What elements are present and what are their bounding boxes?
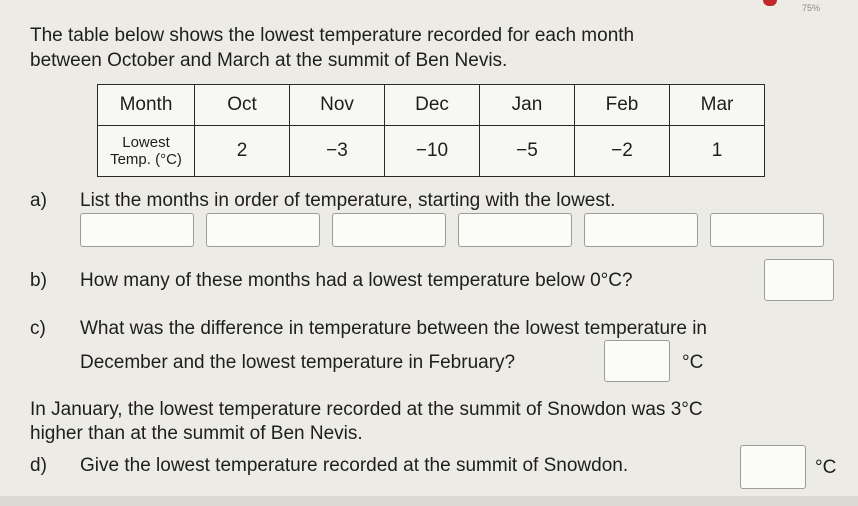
table-cell-month: Nov [290, 85, 385, 126]
table-cell-temperature: −2 [575, 126, 670, 177]
question-a-letter: a) [30, 190, 47, 211]
question-c-line-1: What was the difference in temperature between the lowest temperature in [80, 318, 707, 339]
table-cell-month: Jan [480, 85, 575, 126]
table-row-temperatures [98, 126, 765, 177]
question-d-text: Give the lowest temperature recorded at the summit of Snowdon. [80, 455, 629, 476]
table-cell-temperature: 1 [670, 126, 765, 177]
page-bottom-edge [0, 496, 858, 506]
table-cell-temperature: 2 [195, 126, 290, 177]
answer-box-a-4[interactable] [458, 213, 572, 247]
snowdon-context-line-2: higher than at the summit of Ben Nevis. [30, 423, 363, 444]
question-b-letter: b) [30, 270, 47, 291]
table-cell-temperature: −5 [480, 126, 575, 177]
table-cell-month: Mar [670, 85, 765, 126]
question-b-text: How many of these months had a lowest temperature below 0°C? [80, 270, 633, 291]
intro-line-1: The table below shows the lowest temperature recorded for each month [30, 25, 635, 46]
indicator-mark [763, 0, 777, 6]
unit-celsius-d: °C [815, 457, 837, 478]
answer-box-d[interactable] [740, 445, 806, 489]
unit-celsius-c: °C [682, 352, 704, 373]
answer-box-a-3[interactable] [332, 213, 446, 247]
answer-box-b[interactable] [764, 259, 834, 301]
zoom-level: 75% [802, 3, 821, 13]
question-c-letter: c) [30, 318, 46, 339]
question-a-text: List the months in order of temperature, starting with the lowest. [80, 190, 616, 211]
table-cell-temperature: −3 [290, 126, 385, 177]
answer-box-a-6[interactable] [710, 213, 824, 247]
row-label-line-1: Lowest [122, 134, 170, 151]
table-cell-month: Feb [575, 85, 670, 126]
snowdon-context-line-1: In January, the lowest temperature recorded at the summit of Snowdon was 3°C [30, 399, 703, 420]
question-c-line-2: December and the lowest temperature in February? [80, 352, 516, 373]
temperature-table [97, 84, 765, 177]
answer-box-c[interactable] [604, 340, 670, 382]
table-cell-month: Oct [195, 85, 290, 126]
intro-line-2: between October and March at the summit of Ben Nevis. [30, 50, 508, 71]
row-label-line-2: Temp. (°C) [110, 151, 182, 168]
answer-box-a-2[interactable] [206, 213, 320, 247]
table-header-month: Month [98, 85, 195, 126]
answer-box-a-5[interactable] [584, 213, 698, 247]
question-d-letter: d) [30, 455, 47, 476]
table-row-months [98, 85, 765, 126]
answer-box-a-1[interactable] [80, 213, 194, 247]
table-cell-month: Dec [385, 85, 480, 126]
table-cell-temperature: −10 [385, 126, 480, 177]
table-header-lowest-temp [98, 126, 195, 177]
